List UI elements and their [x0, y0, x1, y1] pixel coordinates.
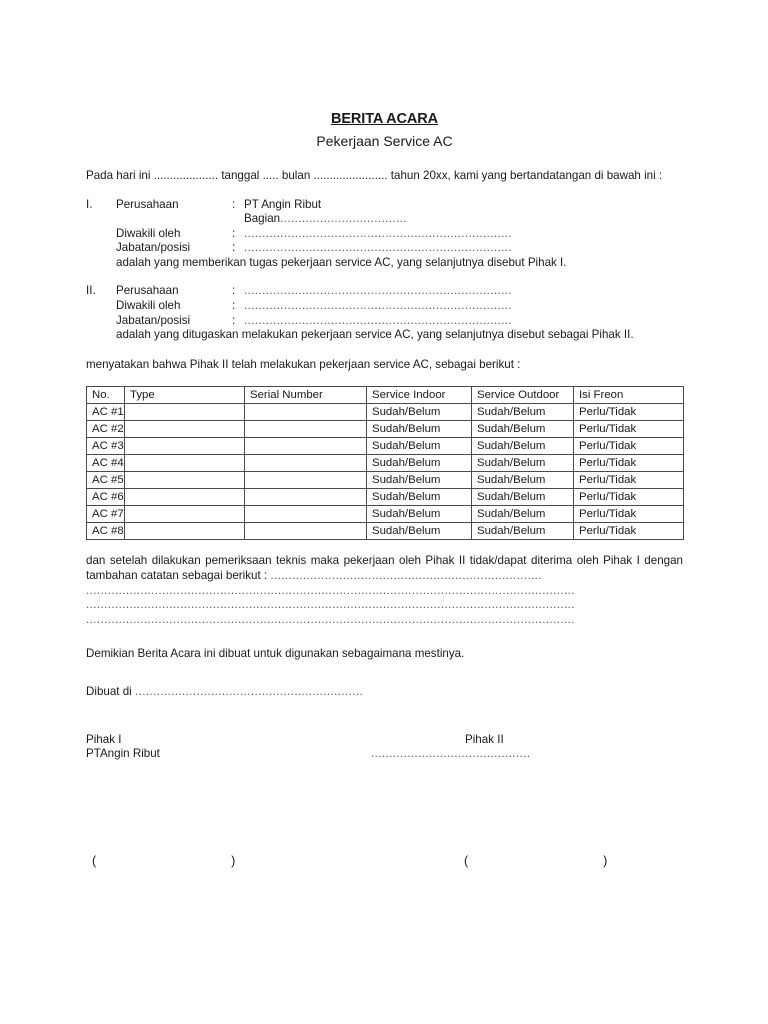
table-row: [87, 472, 684, 489]
cell-no: AC #2: [87, 421, 125, 438]
notes-blank-line-3[interactable]: .......................................................................................................................................: [86, 612, 575, 626]
cell-serial[interactable]: [245, 421, 367, 438]
cell-no: AC #7: [87, 506, 125, 523]
party-one-represented-dots[interactable]: ..........................................................................: [244, 226, 512, 240]
table-row: [87, 421, 684, 438]
cell-indoor[interactable]: Sudah/Belum: [367, 472, 472, 489]
cell-type[interactable]: [125, 421, 245, 438]
dibuat-line: [86, 685, 683, 700]
signature-block: [86, 733, 683, 773]
col-header-type: Type: [125, 387, 245, 404]
document-content: [86, 110, 683, 873]
cell-no: AC #6: [87, 489, 125, 506]
cell-outdoor[interactable]: Sudah/Belum: [472, 438, 574, 455]
cell-freon[interactable]: Perlu/Tidak: [574, 438, 684, 455]
signature-right-dots[interactable]: ............................................: [371, 747, 531, 761]
signature-right-name-field[interactable]: [464, 853, 607, 869]
table-body: [87, 404, 684, 540]
statement-paragraph: menyatakan bahwa Pihak II telah melakukan pekerjaan service AC, sebagai berikut :: [86, 357, 521, 371]
party-one-company-value: [244, 198, 683, 213]
cell-no: AC #1: [87, 404, 125, 421]
cell-outdoor[interactable]: Sudah/Belum: [472, 489, 574, 506]
notes-section: [86, 554, 683, 627]
party-one-section: [86, 198, 683, 271]
party-one-footer: adalah yang memberikan tugas pekerjaan service AC, yang selanjutnya disebut Pihak I.: [116, 255, 567, 269]
party-two-company-label: Perusahaan: [116, 284, 179, 298]
ac-service-table: [86, 386, 684, 540]
cell-freon[interactable]: Perlu/Tidak: [574, 489, 684, 506]
table-row: [87, 438, 684, 455]
page-subtitle: Pekerjaan Service AC: [316, 133, 453, 149]
cell-outdoor[interactable]: Sudah/Belum: [472, 455, 574, 472]
party-one-division-row: [86, 212, 683, 227]
signature-left: [86, 733, 160, 762]
cell-outdoor[interactable]: Sudah/Belum: [472, 421, 574, 438]
cell-freon[interactable]: Perlu/Tidak: [574, 506, 684, 523]
cell-type[interactable]: [125, 455, 245, 472]
party-two-section: [86, 284, 683, 342]
signature-right-title: Pihak II: [465, 732, 504, 746]
table-header-row: [87, 387, 684, 404]
party-one-company-label: Perusahaan: [116, 197, 179, 211]
party-two-represented-dots[interactable]: ..........................................................................: [244, 299, 512, 313]
party-two-number: II.: [86, 284, 96, 298]
cell-serial[interactable]: [245, 489, 367, 506]
signature-right: [371, 732, 557, 762]
title-block: [86, 110, 683, 151]
paren-open-right: (: [464, 853, 469, 868]
col-header-freon: Isi Freon: [574, 387, 684, 404]
signature-left-title: Pihak I: [86, 732, 122, 746]
cell-type[interactable]: [125, 472, 245, 489]
intro-paragraph: Pada hari ini .................... tanggal ..... bulan ....................... tahun 20xx, kami yang bertandatangan di bawah ini :: [86, 169, 663, 182]
col-header-no: No.: [87, 387, 125, 404]
cell-outdoor[interactable]: Sudah/Belum: [472, 523, 574, 540]
party-one-represented-colon: :: [232, 226, 236, 240]
cell-serial[interactable]: [245, 404, 367, 421]
notes-blank-line-2[interactable]: .......................................................................................................................................: [86, 598, 575, 612]
cell-type[interactable]: [125, 506, 245, 523]
party-one-represented-label: Diwakili oleh: [116, 226, 181, 240]
party-one-division-label: Bagian: [244, 212, 281, 226]
party-one-company-row: [86, 198, 683, 213]
party-one-company-colon: :: [232, 197, 236, 211]
company-name: Angin Ribut: [261, 197, 322, 211]
table-row: [87, 455, 684, 472]
paren-close-left: ): [231, 853, 236, 868]
notes-paragraph: [86, 554, 683, 583]
company-prefix: PT: [244, 197, 259, 211]
closing-paragraph: Demikian Berita Acara ini dibuat untuk digunakan sebagaimana mestinya.: [86, 647, 465, 661]
party-one-represented-row: [86, 227, 683, 242]
party-two-position-row: [86, 314, 683, 329]
cell-serial[interactable]: [245, 523, 367, 540]
table-row: [87, 404, 684, 421]
party-one-position-label: Jabatan/posisi: [116, 241, 191, 255]
party-two-represented-label: Diwakili oleh: [116, 299, 181, 313]
col-header-serial: Serial Number: [245, 387, 367, 404]
party-one-number: I.: [86, 197, 93, 211]
signature-paren-row: [86, 853, 683, 873]
cell-freon[interactable]: Perlu/Tidak: [574, 404, 684, 421]
cell-type[interactable]: [125, 438, 245, 455]
table-row: [87, 489, 684, 506]
dibuat-label: Dibuat di: [86, 685, 135, 698]
cell-serial[interactable]: [245, 455, 367, 472]
party-one-position-dots[interactable]: ..........................................................................: [244, 241, 512, 255]
party-two-company-row: [86, 284, 683, 299]
cell-serial[interactable]: [245, 506, 367, 523]
cell-indoor[interactable]: Sudah/Belum: [367, 438, 472, 455]
col-header-indoor: Service Indoor: [367, 387, 472, 404]
dibuat-dots[interactable]: ...............................................................: [134, 685, 364, 698]
cell-type[interactable]: [125, 489, 245, 506]
cell-indoor[interactable]: Sudah/Belum: [367, 455, 472, 472]
table-row: [87, 506, 684, 523]
cell-indoor[interactable]: Sudah/Belum: [367, 489, 472, 506]
cell-outdoor[interactable]: Sudah/Belum: [472, 472, 574, 489]
notes-inline-dots[interactable]: ...........................................................................: [270, 569, 542, 583]
signature-left-company: PTAngin Ribut: [86, 747, 160, 761]
paren-open-left: (: [92, 853, 97, 868]
notes-blank-line-1[interactable]: .......................................................................................................................................: [86, 583, 575, 597]
cell-freon[interactable]: Perlu/Tidak: [574, 472, 684, 489]
table-row: [87, 523, 684, 540]
party-two-represented-colon: :: [232, 299, 236, 313]
cell-indoor[interactable]: Sudah/Belum: [367, 421, 472, 438]
cell-outdoor[interactable]: Sudah/Belum: [472, 404, 574, 421]
party-two-position-dots[interactable]: ..........................................................................: [244, 313, 512, 327]
notes-text: dan setelah dilakukan pemeriksaan teknis maka pekerjaan oleh Pihak II tidak/dapat diterima oleh Pihak I dengan tambahan catatan sebagai berikut :: [86, 554, 683, 583]
party-two-company-dots[interactable]: ..........................................................................: [244, 284, 512, 298]
cell-serial[interactable]: [245, 438, 367, 455]
cell-no: AC #4: [87, 455, 125, 472]
paren-close-right: ): [603, 853, 608, 868]
cell-no: AC #3: [87, 438, 125, 455]
party-two-position-label: Jabatan/posisi: [116, 313, 191, 327]
cell-freon[interactable]: Perlu/Tidak: [574, 455, 684, 472]
party-two-company-colon: :: [232, 284, 236, 298]
party-one-position-colon: :: [232, 241, 236, 255]
party-two-footer: adalah yang ditugaskan melakukan pekerjaan service AC, yang selanjutnya disebut sebagai Pihak II.: [116, 328, 634, 342]
cell-type[interactable]: [125, 523, 245, 540]
cell-outdoor[interactable]: Sudah/Belum: [472, 506, 574, 523]
party-one-division-dots[interactable]: ...................................: [280, 212, 407, 226]
party-one-position-row: [86, 241, 683, 256]
page-title: BERITA ACARA: [330, 111, 438, 127]
cell-no: AC #8: [87, 523, 125, 540]
cell-type[interactable]: [125, 404, 245, 421]
cell-no: AC #5: [87, 472, 125, 489]
cell-indoor[interactable]: Sudah/Belum: [367, 506, 472, 523]
cell-serial[interactable]: [245, 472, 367, 489]
table-header: [87, 387, 684, 404]
col-header-outdoor: Service Outdoor: [472, 387, 574, 404]
cell-indoor[interactable]: Sudah/Belum: [367, 523, 472, 540]
cell-freon[interactable]: Perlu/Tidak: [574, 523, 684, 540]
party-two-represented-row: [86, 299, 683, 314]
cell-freon[interactable]: Perlu/Tidak: [574, 421, 684, 438]
party-two-position-colon: :: [232, 313, 236, 327]
cell-indoor[interactable]: Sudah/Belum: [367, 404, 472, 421]
signature-left-name-field[interactable]: [92, 853, 235, 869]
